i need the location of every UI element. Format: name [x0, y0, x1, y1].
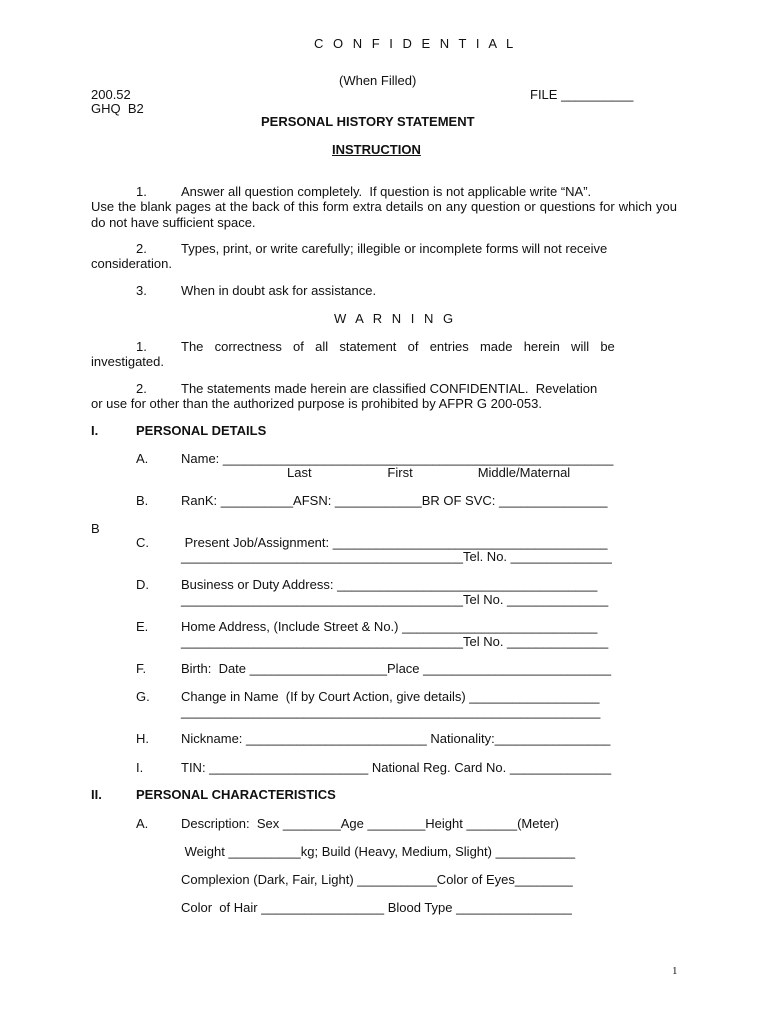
field-letter: G.	[136, 689, 150, 704]
file-field: FILE __________	[530, 87, 634, 102]
form-code: 200.52	[91, 87, 131, 102]
hair-blood-field[interactable]: Color of Hair _________________ Blood Type ________________	[181, 900, 572, 915]
instruction-text-first: Types, print, or write carefully; illegible or incomplete forms will not receive	[181, 241, 608, 256]
home-address-field[interactable]: Home Address, (Include Street & No.) ___________________________	[181, 619, 598, 634]
warning-heading: W A R N I N G	[334, 311, 457, 326]
name-field[interactable]: Name: ______________________________________________________	[181, 451, 614, 466]
name-subcaption: Last First Middle/Maternal	[287, 465, 571, 480]
present-job-field[interactable]: Present Job/Assignment: ______________________________________	[181, 535, 608, 550]
change-in-name-field[interactable]: Change in Name (If by Court Action, give details) __________________	[181, 689, 600, 704]
warning-text-rest: or use for other than the authorized purpose is prohibited by AFPR G 200-053.	[91, 396, 542, 411]
field-letter: I.	[136, 760, 144, 775]
warning-text-first: The correctness of all statement of entries made herein will be	[181, 339, 615, 354]
warning-text-rest: investigated.	[91, 354, 164, 369]
instruction-number: 3.	[136, 283, 147, 298]
document-title: PERSONAL HISTORY STATEMENT	[261, 114, 475, 129]
instruction-heading: INSTRUCTION	[332, 142, 421, 157]
instruction-text-rest: Use the blank pages at the back of this form extra details on any question or questions for which you do not have sufficient space.	[91, 199, 677, 230]
home-tel-field[interactable]: _______________________________________Tel No. ______________	[181, 634, 609, 649]
field-letter: E.	[136, 619, 149, 634]
field-letter: A.	[136, 816, 149, 831]
field-letter: A.	[136, 451, 149, 466]
business-address-field[interactable]: Business or Duty Address: ____________________________________	[181, 577, 598, 592]
field-letter: C.	[136, 535, 149, 550]
field-letter: H.	[136, 731, 149, 746]
instruction-number: 1.	[136, 184, 147, 199]
section-1-number: I.	[91, 423, 99, 438]
instruction-text-first: Answer all question completely. If question is not applicable write “NA”.	[181, 184, 592, 199]
confidential-heading: C O N F I D E N T I A L	[314, 36, 517, 51]
form-code-ghq: GHQ B2	[91, 101, 144, 116]
section-2-title: PERSONAL CHARACTERISTICS	[136, 787, 336, 802]
field-letter: B.	[136, 493, 149, 508]
birth-field[interactable]: Birth: Date ___________________Place __________________________	[181, 661, 612, 676]
when-filled-note: (When Filled)	[339, 73, 417, 88]
business-tel-field[interactable]: _______________________________________Tel No. ______________	[181, 592, 609, 607]
tin-field[interactable]: TIN: ______________________ National Reg. Card No. ______________	[181, 760, 612, 775]
warning-text-first: The statements made herein are classified CONFIDENTIAL. Revelation	[181, 381, 598, 396]
nickname-nationality-field[interactable]: Nickname: _________________________ Nationality:________________	[181, 731, 611, 746]
weight-build-field[interactable]: Weight __________kg; Build (Heavy, Medium, Slight) ___________	[181, 844, 576, 859]
field-letter: D.	[136, 577, 149, 592]
warning-number: 2.	[136, 381, 147, 396]
instruction-number: 2.	[136, 241, 147, 256]
section-2-number: II.	[91, 787, 102, 802]
description-field[interactable]: Description: Sex ________Age ________Height _______(Meter)	[181, 816, 559, 831]
warning-number: 1.	[136, 339, 147, 354]
instruction-text-rest: consideration.	[91, 256, 172, 271]
section-1-title: PERSONAL DETAILS	[136, 423, 267, 438]
present-job-tel-field[interactable]: _______________________________________Tel. No. ______________	[181, 549, 612, 564]
instruction-text-first: When in doubt ask for assistance.	[181, 283, 377, 298]
field-letter: F.	[136, 661, 147, 676]
stray-letter: B	[91, 521, 100, 536]
complexion-field[interactable]: Complexion (Dark, Fair, Light) ___________Color of Eyes________	[181, 872, 573, 887]
page-number: 1	[672, 965, 678, 977]
change-in-name-continuation[interactable]: __________________________________________________________	[181, 704, 601, 719]
rank-afsn-field[interactable]: RanK: __________AFSN: ____________BR OF SVC: _______________	[181, 493, 608, 508]
